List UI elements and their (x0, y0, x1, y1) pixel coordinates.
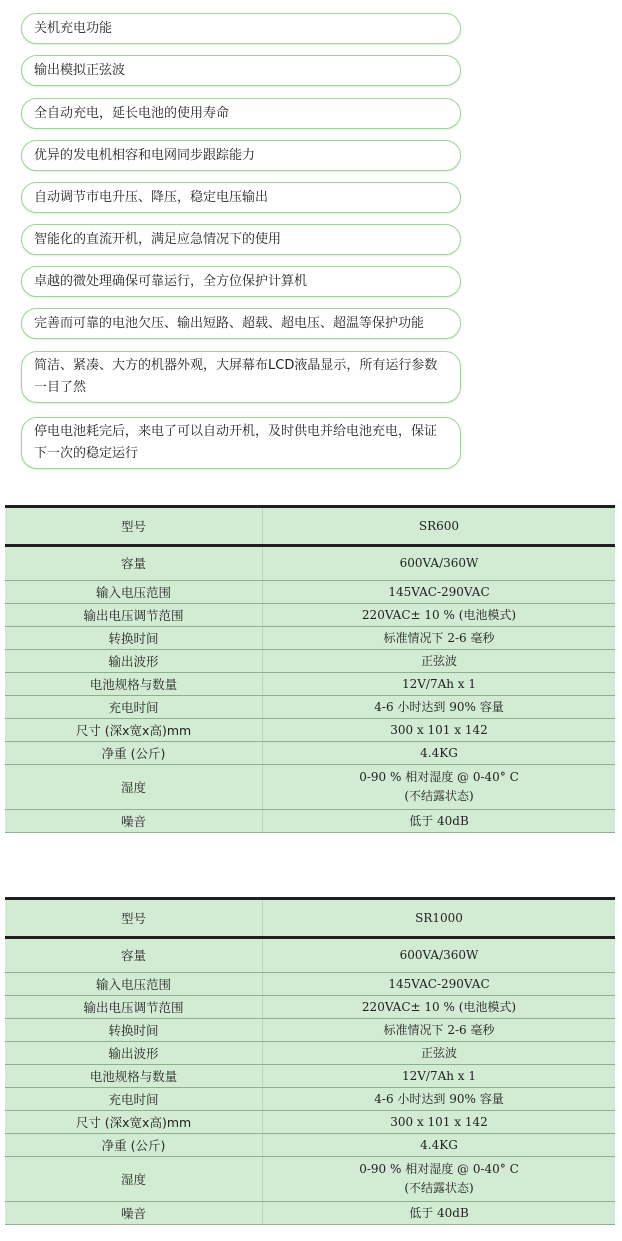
table-row (5, 973, 615, 996)
table-row (5, 696, 615, 719)
table-row (5, 765, 615, 810)
spec-value-line: (不结露状态) (404, 789, 474, 803)
spec-value: 低于 40dB (263, 1202, 616, 1225)
spec-label: 充电时间 (5, 696, 263, 719)
table-row (5, 1065, 615, 1088)
table-row (5, 581, 615, 604)
spec-label: 输入电压范围 (5, 973, 263, 996)
spec-value-line: 0-90 % 相对湿度 @ 0-40° C (359, 1162, 519, 1176)
table-row (5, 810, 615, 833)
spec-label: 输入电压范围 (5, 581, 263, 604)
spec-table-sr1000 (5, 897, 615, 1225)
table-row (5, 1042, 615, 1065)
model-label: 型号 (5, 507, 263, 546)
spec-value: 220VAC± 10 % (电池模式) (263, 604, 616, 627)
spec-value: 12V/7Ah x 1 (263, 1065, 616, 1088)
spec-value: 220VAC± 10 % (电池模式) (263, 996, 616, 1019)
table-row (5, 627, 615, 650)
spec-label: 输出电压调节范围 (5, 604, 263, 627)
spec-label: 输出波形 (5, 650, 263, 673)
spec-value: 4-6 小时达到 90% 容量 (263, 1088, 616, 1111)
model-value: SR1000 (263, 899, 616, 938)
spec-label: 充电时间 (5, 1088, 263, 1111)
table-row (5, 1088, 615, 1111)
feature-item: 智能化的直流开机，满足应急情况下的使用 (21, 224, 461, 255)
spec-label: 净重 (公斤) (5, 1134, 263, 1157)
spec-label: 噪音 (5, 1202, 263, 1225)
model-value: SR600 (263, 507, 616, 546)
table-row (5, 938, 615, 973)
feature-item: 输出模拟正弦波 (21, 55, 461, 86)
spec-label: 噪音 (5, 810, 263, 833)
table-row (5, 673, 615, 696)
table-header-row (5, 899, 615, 938)
spec-label: 湿度 (5, 1157, 263, 1202)
spec-value: 600VA/360W (263, 938, 616, 973)
table-header-row (5, 507, 615, 546)
spec-label: 电池规格与数量 (5, 1065, 263, 1088)
spec-value (263, 765, 616, 810)
spec-label: 输出电压调节范围 (5, 996, 263, 1019)
table-row (5, 650, 615, 673)
table-row (5, 996, 615, 1019)
table-row (5, 1111, 615, 1134)
model-label: 型号 (5, 899, 263, 938)
feature-item: 全自动充电，延长电池的使用寿命 (21, 98, 461, 129)
feature-item: 卓越的微处理确保可靠运行，全方位保护计算机 (21, 266, 461, 297)
table-row (5, 1134, 615, 1157)
spec-value-line: 0-90 % 相对湿度 @ 0-40° C (359, 770, 519, 784)
table-row (5, 604, 615, 627)
spec-value: 12V/7Ah x 1 (263, 673, 616, 696)
spec-value: 标准情况下 2-6 毫秒 (263, 627, 616, 650)
spec-value (263, 1157, 616, 1202)
spec-label: 转换时间 (5, 1019, 263, 1042)
spec-value-line: (不结露状态) (404, 1181, 474, 1195)
spec-value: 600VA/360W (263, 546, 616, 581)
spec-value: 300 x 101 x 142 (263, 719, 616, 742)
table-row (5, 1202, 615, 1225)
table-row (5, 719, 615, 742)
spec-label: 输出波形 (5, 1042, 263, 1065)
table-row (5, 1019, 615, 1042)
spec-label: 尺寸 (深x宽x高)mm (5, 1111, 263, 1134)
spec-value: 正弦波 (263, 650, 616, 673)
spec-value: 正弦波 (263, 1042, 616, 1065)
spec-value: 145VAC-290VAC (263, 581, 616, 604)
spec-label: 容量 (5, 546, 263, 581)
spec-label: 容量 (5, 938, 263, 973)
spec-value: 145VAC-290VAC (263, 973, 616, 996)
table-row (5, 546, 615, 581)
feature-item: 关机充电功能 (21, 13, 461, 44)
spec-label: 转换时间 (5, 627, 263, 650)
table-row (5, 742, 615, 765)
feature-item: 完善而可靠的电池欠压、输出短路、超载、超电压、超温等保护功能 (21, 308, 461, 339)
spec-value: 4.4KG (263, 1134, 616, 1157)
spec-value: 4.4KG (263, 742, 616, 765)
spec-value: 标准情况下 2-6 毫秒 (263, 1019, 616, 1042)
spec-value: 300 x 101 x 142 (263, 1111, 616, 1134)
table-row (5, 1157, 615, 1202)
spec-value: 低于 40dB (263, 810, 616, 833)
spec-label: 尺寸 (深x宽x高)mm (5, 719, 263, 742)
spec-label: 电池规格与数量 (5, 673, 263, 696)
feature-item: 自动调节市电升压、降压，稳定电压输出 (21, 182, 461, 213)
spec-table-sr600 (5, 505, 615, 833)
feature-item: 停电电池耗完后，来电了可以自动开机，及时供电并给电池充电，保证下一次的稳定运行 (21, 417, 461, 469)
feature-item: 简洁、紧凑、大方的机器外观，大屏幕布LCD液晶显示，所有运行参数一目了然 (21, 351, 461, 403)
spec-label: 湿度 (5, 765, 263, 810)
feature-item: 优异的发电机相容和电网同步跟踪能力 (21, 140, 461, 171)
spec-value: 4-6 小时达到 90% 容量 (263, 696, 616, 719)
spec-label: 净重 (公斤) (5, 742, 263, 765)
